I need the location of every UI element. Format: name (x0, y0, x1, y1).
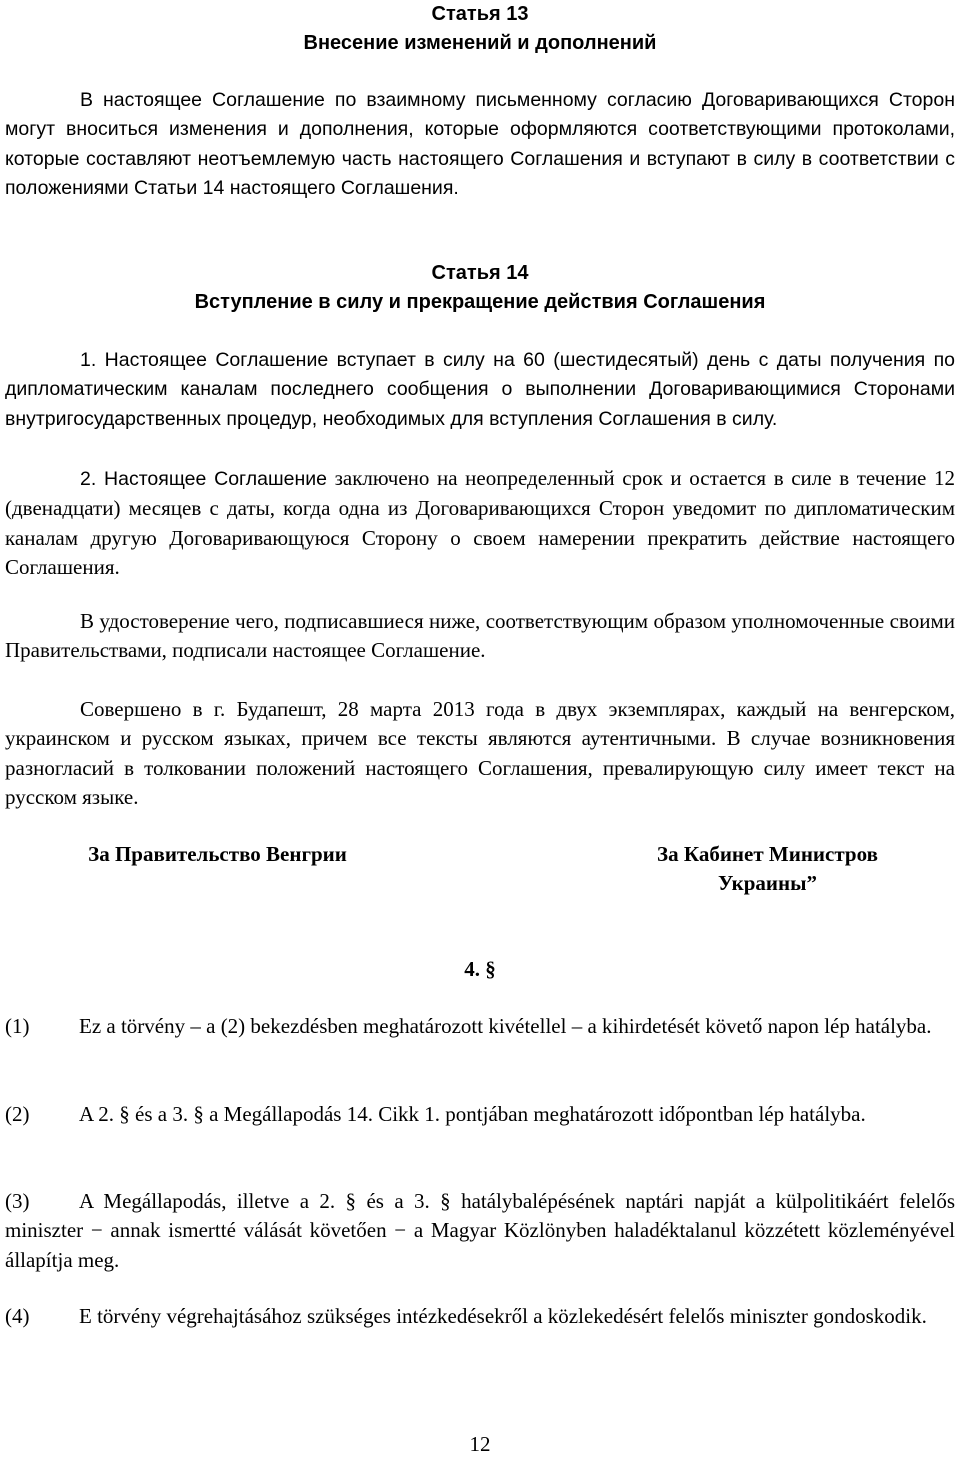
section-item-4-number: (4) (5, 1304, 30, 1328)
article-14-paragraph-2-lead: 2. Настоящее Соглашение (80, 468, 327, 490)
section-item-3-number: (3) (5, 1189, 30, 1213)
section-item-3-text: A Megállapodás, illetve a 2. § és a 3. § hatálybalépésének naptári napját a külpolitikáért felelős miniszter − annak ismertté válását követően − a Magyar Közlönyben haladéktalanul közzétett közleményével állapítja meg. (5, 1189, 955, 1272)
section-item-1-text: Ez a törvény – a (2) bekezdésben meghatározott kivétellel – a kihirdetését követő napon lép hatályba. (79, 1014, 932, 1038)
article-13-number: Статья 13 (431, 3, 529, 25)
article-14-paragraph-2 (5, 464, 955, 582)
article-13-text: В настоящее Соглашение по взаимному письменному согласию Договаривающихся Сторон могут вноситься изменения и дополнения, которые оформляются соответствующими протоколами, которые составляют неотъемлемую часть настоящего Соглашения и вступают в силу в соответствии с положениями Статьи 14 настоящего Соглашения. (5, 89, 955, 199)
article-14-number: Статья 14 (431, 262, 529, 284)
article-14-title: Вступление в силу и прекращение действия Соглашения (194, 291, 766, 313)
section-item-3 (5, 1187, 955, 1275)
section-item-1 (5, 1012, 955, 1041)
section-item-2-number: (2) (5, 1102, 30, 1126)
signature-hungary: За Правительство Венгрии (88, 842, 347, 866)
page-number: 12 (469, 1432, 491, 1456)
signature-ukraine-line-1: За Кабинет Министров (657, 842, 878, 866)
witness-clause: В удостоверение чего, подписавшиеся ниже, соответствующим образом уполномоченные своими Правительствами, подписали настоящее Соглашение. (5, 609, 955, 663)
signature-ukraine-line-2: Украины” (717, 871, 818, 895)
section-item-4-text: E törvény végrehajtásához szükséges intézkedésekről a közlekedésért felelős miniszter gondoskodik. (79, 1304, 927, 1328)
article-13-title: Внесение изменений и дополнений (303, 32, 657, 54)
section-item-1-number: (1) (5, 1014, 30, 1038)
article-14-paragraph-2-rest: заключено на неопределенный срок и остается в силе в течение 12 (двенадцати) месяцев с даты, когда одна из Договаривающихся Сторон уведомит по дипломатическим каналам другую Договаривающуюся Сторону о своем намерении прекратить действие настоящего Соглашения. (5, 466, 955, 579)
section-item-4 (5, 1302, 955, 1331)
section-item-2-text: A 2. § és a 3. § a Megállapodás 14. Cikk 1. pontjában meghatározott időpontban lép hatályba. (79, 1102, 866, 1126)
section-item-2 (5, 1100, 955, 1129)
done-clause: Совершено в г. Будапешт, 28 марта 2013 года в двух экземплярах, каждый на венгерском, украинском и русском языках, причем все тексты являются аутентичными. В случае возникновения разногласий в толковании положений настоящего Соглашения, превалирующую силу имеет текст на русском языке. (5, 697, 955, 809)
article-14-paragraph-1: 1. Настоящее Соглашение вступает в силу на 60 (шестидесятый) день с даты получения по дипломатическим каналам последнего сообщения о выполнении Договаривающимися Сторонами внутригосударственных процедур, необходимых для вступления Соглашения в силу. (5, 349, 955, 430)
section-4-heading: 4. § (464, 957, 496, 981)
